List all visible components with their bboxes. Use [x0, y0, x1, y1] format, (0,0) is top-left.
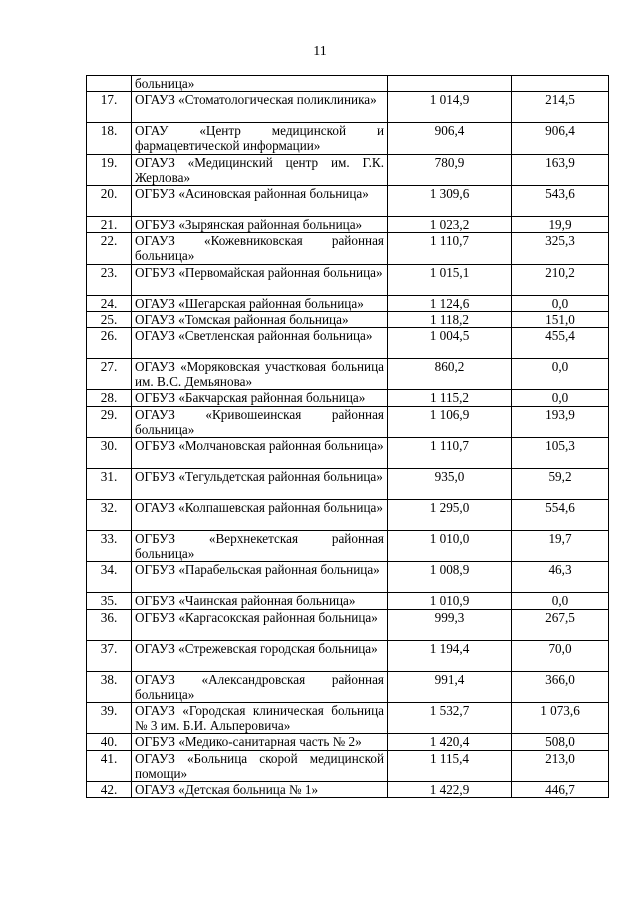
institution-name-cell: ОГАУЗ «Стоматологическая поликлиника»	[132, 92, 388, 123]
row-number-cell: 27.	[87, 359, 132, 390]
value-2-cell: 46,3	[512, 562, 609, 593]
institution-name-cell: ОГБУЗ «Молчановская районная больница»	[132, 438, 388, 469]
table-row	[87, 328, 609, 359]
table-row	[87, 186, 609, 217]
institution-name-cell: ОГБУЗ «Верхнекетская районная больница»	[132, 531, 388, 562]
value-2-cell: 0,0	[512, 359, 609, 390]
table-row	[87, 233, 609, 264]
value-2-cell: 446,7	[512, 782, 609, 798]
row-number-cell: 38.	[87, 671, 132, 702]
institution-name-cell: больница»	[132, 76, 388, 92]
row-number-cell: 28.	[87, 390, 132, 406]
row-number-cell: 22.	[87, 233, 132, 264]
value-1-cell: 1 106,9	[388, 406, 512, 437]
row-number-cell: 36.	[87, 609, 132, 640]
value-1-cell: 1 110,7	[388, 233, 512, 264]
value-1-cell: 1 014,9	[388, 92, 512, 123]
table-row	[87, 92, 609, 123]
row-number-cell: 29.	[87, 406, 132, 437]
table-row	[87, 593, 609, 609]
row-number-cell: 34.	[87, 562, 132, 593]
institution-name-cell: ОГАУ «Центр медицинской и фармацевтической информации»	[132, 123, 388, 154]
row-number-cell: 41.	[87, 750, 132, 781]
value-2-cell: 0,0	[512, 295, 609, 311]
institution-name-cell: ОГАУЗ «Детская больница № 1»	[132, 782, 388, 798]
table-row	[87, 609, 609, 640]
table-row	[87, 703, 609, 734]
row-number-cell: 20.	[87, 186, 132, 217]
value-2-cell: 325,3	[512, 233, 609, 264]
institution-name-cell: ОГБУЗ «Чаинская районная больница»	[132, 593, 388, 609]
value-1-cell: 1 115,4	[388, 750, 512, 781]
value-2-cell: 554,6	[512, 500, 609, 531]
value-1-cell: 1 309,6	[388, 186, 512, 217]
row-number-cell: 24.	[87, 295, 132, 311]
value-2-cell: 105,3	[512, 438, 609, 469]
table-row	[87, 359, 609, 390]
value-2-cell: 193,9	[512, 406, 609, 437]
value-2-cell: 906,4	[512, 123, 609, 154]
value-1-cell: 906,4	[388, 123, 512, 154]
row-number-cell: 25.	[87, 311, 132, 327]
institution-name-cell: ОГАУЗ «Томская районная больница»	[132, 311, 388, 327]
value-2-cell: 213,0	[512, 750, 609, 781]
value-1-cell: 780,9	[388, 154, 512, 185]
value-2-cell: 210,2	[512, 264, 609, 295]
row-number-cell: 30.	[87, 438, 132, 469]
value-2-cell: 455,4	[512, 328, 609, 359]
row-number-cell: 18.	[87, 123, 132, 154]
row-number-cell: 40.	[87, 734, 132, 750]
row-number-cell: 35.	[87, 593, 132, 609]
value-1-cell: 1 194,4	[388, 640, 512, 671]
institution-name-cell: ОГБУЗ «Тегульдетская районная больница»	[132, 469, 388, 500]
value-2-cell: 1 073,6	[512, 703, 609, 734]
institution-name-cell: ОГАУЗ «Светленская районная больница»	[132, 328, 388, 359]
value-1-cell: 1 004,5	[388, 328, 512, 359]
institution-name-cell: ОГАУЗ «Кривошеинская районная больница»	[132, 406, 388, 437]
table-row	[87, 123, 609, 154]
row-number-cell: 32.	[87, 500, 132, 531]
row-number-cell: 26.	[87, 328, 132, 359]
value-1-cell: 1 118,2	[388, 311, 512, 327]
institution-name-cell: ОГАУЗ «Александровская районная больница»	[132, 671, 388, 702]
value-1-cell: 1 532,7	[388, 703, 512, 734]
value-2-cell	[512, 76, 609, 92]
value-2-cell: 0,0	[512, 593, 609, 609]
institutions-table-body	[87, 76, 609, 798]
value-2-cell: 543,6	[512, 186, 609, 217]
value-1-cell: 1 015,1	[388, 264, 512, 295]
row-number-cell: 31.	[87, 469, 132, 500]
table-row	[87, 390, 609, 406]
row-number-cell: 23.	[87, 264, 132, 295]
row-number-cell: 37.	[87, 640, 132, 671]
row-number-cell	[87, 76, 132, 92]
value-2-cell: 267,5	[512, 609, 609, 640]
value-2-cell: 19,7	[512, 531, 609, 562]
row-number-cell: 19.	[87, 154, 132, 185]
value-1-cell: 1 010,9	[388, 593, 512, 609]
value-2-cell: 0,0	[512, 390, 609, 406]
value-1-cell: 1 422,9	[388, 782, 512, 798]
value-1-cell: 1 110,7	[388, 438, 512, 469]
value-2-cell: 59,2	[512, 469, 609, 500]
table-row	[87, 76, 609, 92]
value-2-cell: 508,0	[512, 734, 609, 750]
value-1-cell: 1 295,0	[388, 500, 512, 531]
institution-name-cell: ОГБУЗ «Бакчарская районная больница»	[132, 390, 388, 406]
value-2-cell: 151,0	[512, 311, 609, 327]
value-2-cell: 214,5	[512, 92, 609, 123]
value-1-cell: 860,2	[388, 359, 512, 390]
table-row	[87, 264, 609, 295]
institution-name-cell: ОГБУЗ «Первомайская районная больница»	[132, 264, 388, 295]
table-row	[87, 406, 609, 437]
value-1-cell: 1 008,9	[388, 562, 512, 593]
row-number-cell: 33.	[87, 531, 132, 562]
institution-name-cell: ОГАУЗ «Шегарская районная больница»	[132, 295, 388, 311]
table-row	[87, 671, 609, 702]
row-number-cell: 42.	[87, 782, 132, 798]
value-1-cell: 1 420,4	[388, 734, 512, 750]
table-row	[87, 500, 609, 531]
table-row	[87, 154, 609, 185]
institution-name-cell: ОГБУЗ «Зырянская районная больница»	[132, 217, 388, 233]
table-row	[87, 311, 609, 327]
value-1-cell: 1 023,2	[388, 217, 512, 233]
table-row	[87, 782, 609, 798]
value-1-cell	[388, 76, 512, 92]
row-number-cell: 21.	[87, 217, 132, 233]
value-1-cell: 935,0	[388, 469, 512, 500]
value-2-cell: 19,9	[512, 217, 609, 233]
institution-name-cell: ОГБУЗ «Парабельская районная больница»	[132, 562, 388, 593]
table-row	[87, 640, 609, 671]
institution-name-cell: ОГБУЗ «Каргасокская районная больница»	[132, 609, 388, 640]
table-row	[87, 750, 609, 781]
value-1-cell: 1 124,6	[388, 295, 512, 311]
institutions-table	[86, 75, 609, 798]
value-2-cell: 366,0	[512, 671, 609, 702]
institution-name-cell: ОГБУЗ «Медико-санитарная часть № 2»	[132, 734, 388, 750]
page-number: 11	[313, 44, 327, 59]
table-row	[87, 438, 609, 469]
value-1-cell: 1 010,0	[388, 531, 512, 562]
row-number-cell: 39.	[87, 703, 132, 734]
table-row	[87, 469, 609, 500]
value-1-cell: 991,4	[388, 671, 512, 702]
table-row	[87, 217, 609, 233]
institution-name-cell: ОГАУЗ «Городская клиническая больница № 3 им. Б.И. Альперовича»	[132, 703, 388, 734]
institution-name-cell: ОГАУЗ «Колпашевская районная больница»	[132, 500, 388, 531]
table-row	[87, 734, 609, 750]
institution-name-cell: ОГАУЗ «Медицинский центр им. Г.К. Жерлова»	[132, 154, 388, 185]
table-row	[87, 295, 609, 311]
table-row	[87, 531, 609, 562]
value-1-cell: 999,3	[388, 609, 512, 640]
table-row	[87, 562, 609, 593]
institution-name-cell: ОГАУЗ «Моряковская участковая больница им. В.С. Демьянова»	[132, 359, 388, 390]
value-1-cell: 1 115,2	[388, 390, 512, 406]
institution-name-cell: ОГАУЗ «Стрежевская городская больница»	[132, 640, 388, 671]
institution-name-cell: ОГАУЗ «Кожевниковская районная больница»	[132, 233, 388, 264]
row-number-cell: 17.	[87, 92, 132, 123]
institution-name-cell: ОГАУЗ «Больница скорой медицинской помощи»	[132, 750, 388, 781]
value-2-cell: 163,9	[512, 154, 609, 185]
institution-name-cell: ОГБУЗ «Асиновская районная больница»	[132, 186, 388, 217]
value-2-cell: 70,0	[512, 640, 609, 671]
